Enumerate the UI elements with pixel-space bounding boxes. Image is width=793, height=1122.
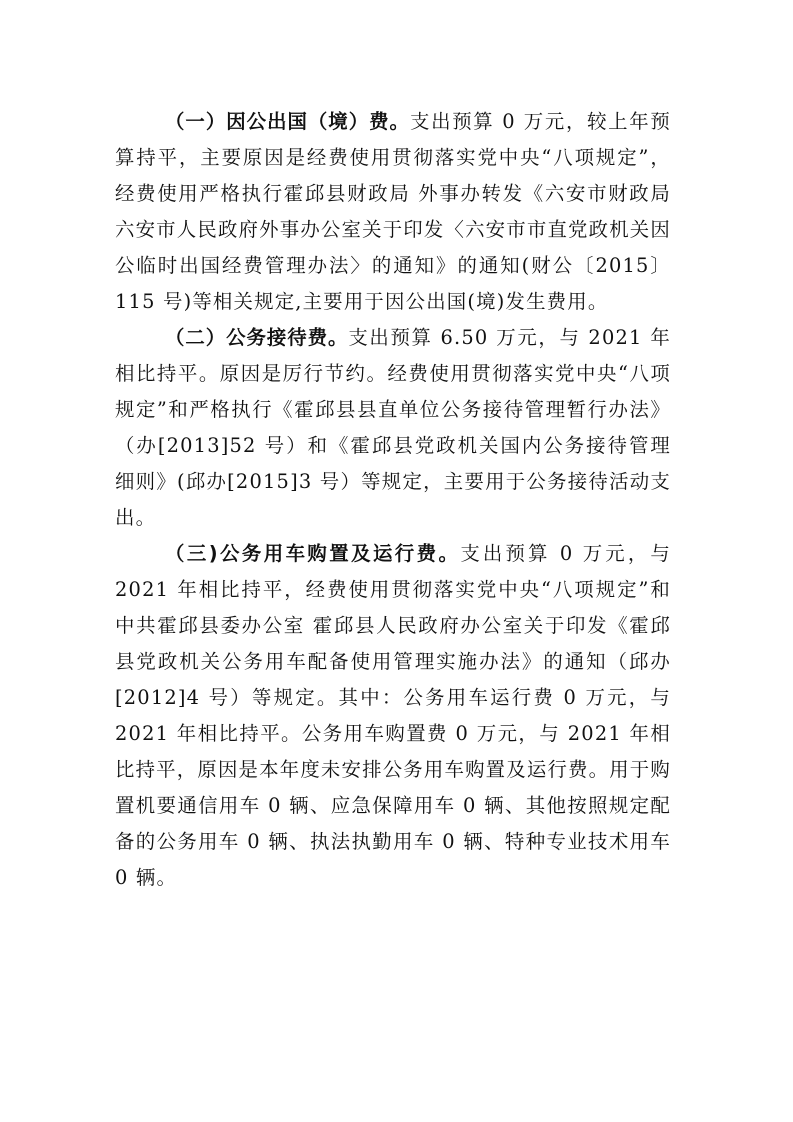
paragraph-text: 支出预算 0 万元，与 2021 年相比持平，经费使用贯彻落实党中央“八项规定”和中共霍邱县委办公室 霍邱县人民政府办公室关于印发《霍邱县党政机关公务用车配备使用管理实施办法》的通知（邱办[2012]4 号）等规定。其中：公务用车运行费 0 万元，与 2021 年相比持平。公务用车购置费 0 万元，与 2021 年相比持平，原因是本年度未安排公务用车购置及运行费。用于购置机要通信用车 0 辆、应急保障用车 0 辆、其他按照规定配备的公务用车 0 辆、执法执勤用车 0 辆、特种专业技术用车 0 辆。 — [115, 542, 671, 889]
paragraph-heading: （二）公务接待费。 — [165, 326, 349, 349]
paragraph-heading: （一）因公出国（境）费。 — [165, 110, 410, 133]
paragraph-heading: （三)公务用车购置及运行费。 — [165, 542, 461, 565]
paragraph-text: 支出预算 0 万元，较上年预算持平，主要原因是经费使用贯彻落实党中央“八项规定”，经费使用严格执行霍邱县财政局 外事办转发《六安市财政局六安市人民政府外事办公室关于印发〈六安市市直党政机关因公临时出国经费管理办法〉的通知》的通知(财公〔2015〕115 号)等相关规定,主要用于因公出国(境)发生费用。 — [115, 110, 672, 313]
paragraph-text: 支出预算 6.50 万元，与 2021 年相比持平。原因是厉行节约。经费使用贯彻落实党中央“八项规定”和严格执行《霍邱县县直单位公务接待管理暂行办法》（办[2013]52 号）和《霍邱县党政机关国内公务接待管理细则》(邱办[2015]3 号）等规定，主要用于公务接待活动支出。 — [115, 326, 671, 529]
paragraph-overseas-travel — [115, 104, 671, 320]
paragraph-official-reception — [115, 320, 671, 536]
document-body — [115, 104, 671, 896]
paragraph-official-vehicles — [115, 536, 671, 896]
